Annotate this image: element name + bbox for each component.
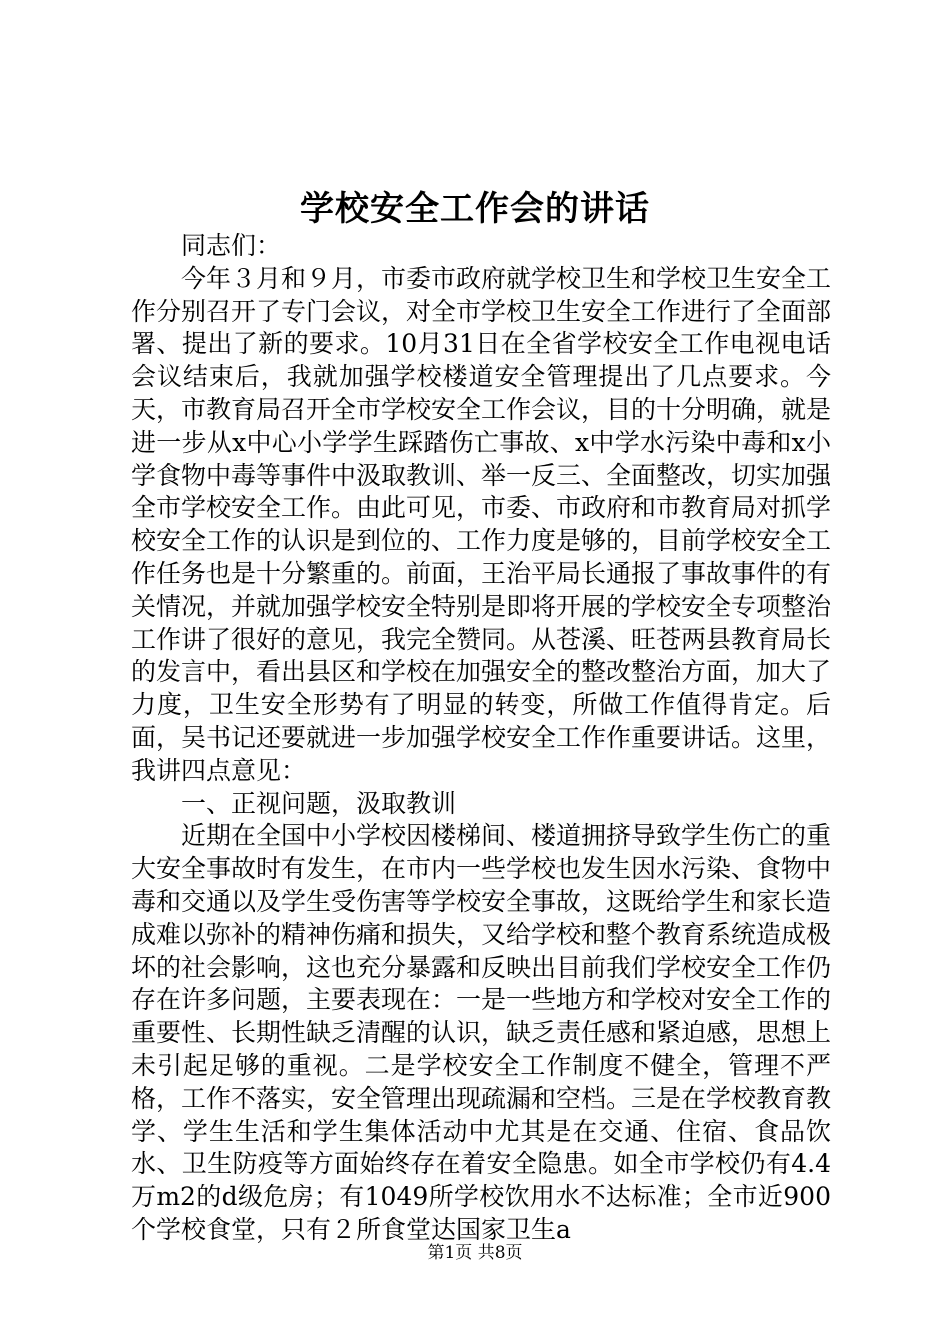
page-number-footer: 第1页 共8页: [427, 1243, 523, 1263]
document-body: [131, 230, 831, 1247]
body-paragraph: 今年３月和９月，市委市政府就学校卫生和学校卫生安全工作分别召开了专门会议，对全市学校卫生安全工作进行了全面部署、提出了新的要求。10月31日在全省学校安全工作电视电话会议结束后，我就加强学校楼道安全管理提出了几点要求。今天，市教育局召开全市学校安全工作会议，目的十分明确，就是进一步从x中心小学学生踩踏伤亡事故、x中学水污染中毒和x小学食物中毒等事件中汲取教训、举一反三、全面整改，切实加强全市学校安全工作。由此可见，市委、市政府和市教育局对抓学校安全工作的认识是到位的、工作力度是够的，目前学校安全工作任务也是十分繁重的。前面，王治平局长通报了事故事件的有关情况，并就加强学校安全特别是即将开展的学校安全专项整治工作讲了很好的意见，我完全赞同。从苍溪、旺苍两县教育局长的发言中，看出县区和学校在加强安全的整改整治方面，加大了力度，卫生安全形势有了明显的转变，所做工作值得肯定。后面，吴书记还要就进一步加强学校安全工作作重要讲话。这里，我讲四点意见：: [131, 263, 832, 785]
section-heading: 一、正视问题，汲取教训: [181, 788, 457, 818]
body-paragraph: 近期在全国中小学校因楼梯间、楼道拥挤导致学生伤亡的重大安全事故时有发生，在市内一些学校也发生因水污染、食物中毒和交通以及学生受伤害等学校安全事故，这既给学生和家长造成难以弥补的精神伤痛和损失，又给学校和整个教育系统造成极坏的社会影响，这也充分暴露和反映出目前我们学校安全工作仍存在许多问题，主要表现在：一是一些地方和学校对安全工作的重要性、长期性缺乏清醒的认识，缺乏责任感和紧迫感，思想上未引起足够的重视。二是学校安全工作制度不健全，管理不严格，工作不落实，安全管理出现疏漏和空档。三是在学校教育教学、学生生活和学生集体活动中尤其是在交通、住宿、食品饮水、卫生防疫等方面始终存在着安全隐患。如全市学校仍有4.4万m2的d级危房；有1049所学校饮用水不达标准；全市近900个学校食堂，只有２所食堂达国家卫生a: [131, 821, 832, 1244]
salutation: 同志们：: [181, 231, 282, 260]
document-title: 学校安全工作会的讲话: [300, 189, 650, 229]
